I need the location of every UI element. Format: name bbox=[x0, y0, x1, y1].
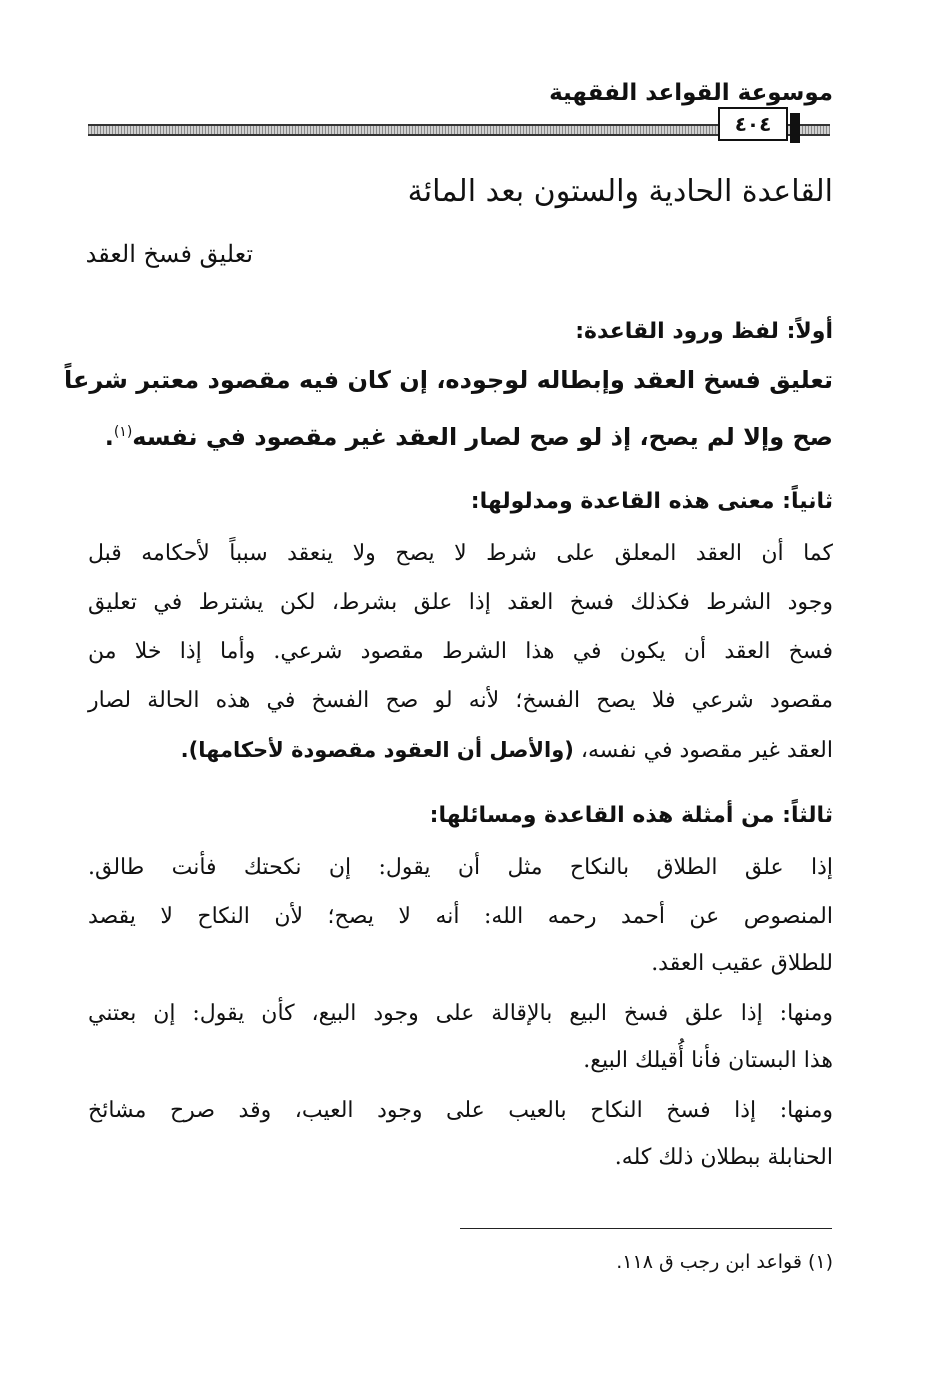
section3-line-4: ومنها: إذا علق فسخ البيع بالإقالة على وجود البيع، كأن يقول: إن بعتني bbox=[88, 1001, 833, 1026]
rule-title: القاعدة الحادية والستون بعد المائة bbox=[407, 174, 833, 209]
section2-line-5-bold: (والأصل أن العقود مقصودة لأحكامها). bbox=[180, 738, 574, 762]
section2-line-1: كما أن العقد المعلق على شرط لا يصح ولا ينعقد سبباً لأحكامه قبل bbox=[88, 541, 833, 566]
section2-line-2: وجود الشرط فكذلك فسخ العقد إذا علق بشرط، لكن يشترط في تعليق bbox=[88, 590, 833, 615]
section2-heading: ثانياً: معنى هذه القاعدة ومدلولها: bbox=[470, 489, 833, 514]
running-title: موسوعة القواعد الفقهية bbox=[549, 80, 833, 106]
section2-line-5 bbox=[181, 732, 833, 769]
section3-line-6: ومنها: إذا فسخ النكاح بالعيب على وجود العيب، وقد صرح مشائخ bbox=[88, 1098, 833, 1123]
rule-text-line-2: صح وإلا لم يصح، إذ لو صح لصار العقد غير مقصود في نفسه$^{(١)}$. bbox=[104, 423, 833, 451]
section3-line-7: الحنابلة ببطلان ذلك كله. bbox=[614, 1145, 833, 1170]
footnote-divider bbox=[460, 1228, 832, 1229]
footnote-mark: (١) bbox=[113, 424, 133, 440]
section3-line-5: هذا البستان فأنا أُقيلك البيع. bbox=[583, 1048, 833, 1073]
section2-line-3: فسخ العقد أن يكون في هذا الشرط مقصود شرعي. وأما إذا خلا من bbox=[88, 639, 833, 664]
rule-text-line-2-text: صح وإلا لم يصح، إذ لو صح لصار العقد غير مقصود في نفسه bbox=[132, 423, 833, 451]
section3-line-3: للطلاق عقيب العقد. bbox=[651, 951, 833, 976]
rule-subtitle: تعليق فسخ العقد bbox=[85, 240, 253, 268]
page-number bbox=[718, 107, 788, 141]
section1-heading: أولاً: لفظ ورود القاعدة: bbox=[575, 319, 833, 344]
section3-heading: ثالثاً: من أمثلة هذه القاعدة ومسائلها: bbox=[429, 803, 833, 828]
page-number-text: ٤٠٤ bbox=[734, 112, 772, 136]
section3-line-1: إذا علق الطلاق بالنكاح مثل أن يقول: إن نكحتك فأنت طالق. bbox=[88, 855, 833, 880]
footnote: (١) قواعد ابن رجب ق ١١٨. bbox=[616, 1251, 833, 1273]
section2-line-5-plain: العقد غير مقصود في نفسه، bbox=[580, 738, 833, 763]
section2-line-4: مقصود شرعي فلا يصح الفسخ؛ لأنه لو صح الفسخ في هذه الحالة لصار bbox=[88, 688, 833, 713]
section3-line-2: المنصوص عن أحمد رحمه الله: أنه لا يصح؛ لأن النكاح لا يقصد bbox=[88, 904, 833, 929]
rule-text-line-1: تعليق فسخ العقد وإبطاله لوجوده، إن كان فيه مقصود معتبر شرعاً bbox=[63, 366, 833, 394]
